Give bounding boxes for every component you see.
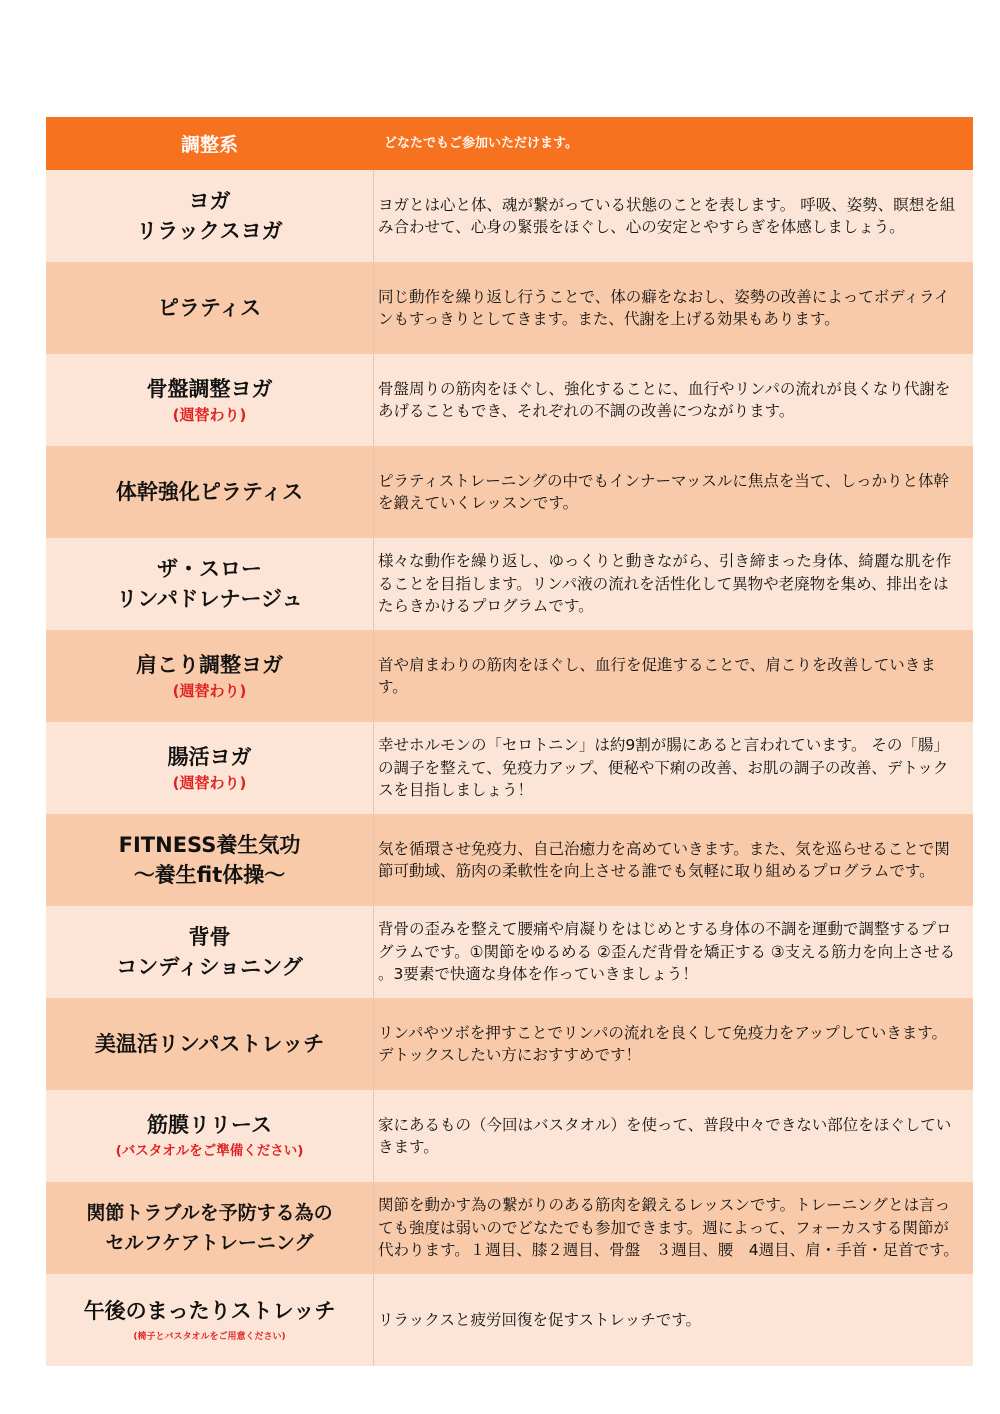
class-description-cell [374, 814, 974, 906]
class-name: 背骨 [188, 925, 231, 949]
class-name-line2: セルフケアトレーニング [105, 1232, 314, 1254]
class-name-line2: ～養生fit体操～ [133, 863, 286, 887]
class-description: 家にあるもの（今回はバスタオル）を使って、普段中々できない部位をほぐしていきます。 [378, 1115, 952, 1156]
class-name-cell [46, 262, 374, 354]
class-schedule-note: (椅子とバスタオルをご用意ください) [133, 1332, 286, 1342]
class-description-cell [374, 1274, 974, 1366]
class-name: 関節トラブルを予防する為の [86, 1202, 333, 1224]
class-description-cell [374, 1182, 974, 1274]
class-description: 骨盤周りの筋肉をほぐし、強化することに、血行やリンパの流れが良くなり代謝をあげることもでき、それぞれの不調の改善につながります。 [378, 379, 951, 420]
class-row-slow-lymph [46, 538, 973, 630]
class-row-shoulder-yoga [46, 630, 973, 722]
class-schedule-note: (週替わり) [172, 682, 247, 700]
class-description-cell [374, 446, 974, 538]
class-description-cell [374, 354, 974, 446]
class-description: 気を循環させ免疫力、自己治癒力を高めていきます。また、気を巡らせることで関節可動域、筋肉の柔軟性を向上させる誰でも気軽に取り組めるプログラムです。 [378, 839, 950, 880]
header-note-cell [374, 117, 974, 170]
class-name-cell [46, 998, 374, 1090]
class-description: 様々な動作を繰り返し、ゆっくりと動きながら、引き締まった身体、綺麗な肌を作ることを目指します。リンパ液の流れを活性化して異物や老廃物を集め、排出をはたらきかけるプログラムです。 [378, 552, 952, 616]
class-row-fascia-release [46, 1090, 973, 1182]
class-name-cell [46, 1182, 374, 1274]
class-description-cell [374, 1090, 974, 1182]
class-row-joint-care [46, 1182, 973, 1274]
class-description: リラックスと疲労回復を促すストレッチです。 [378, 1310, 702, 1329]
class-name: 肩こり調整ヨガ [136, 653, 283, 677]
class-row-gut-yoga [46, 722, 973, 814]
class-description: 同じ動作を繰り返し行うことで、体の癖をなおし、姿勢の改善によってボディラインもすっきりとしてきます。また、代謝を上げる効果もあります。 [378, 287, 950, 328]
class-table [46, 117, 973, 1366]
class-name: ピラティス [157, 296, 262, 320]
class-name-cell [46, 1274, 374, 1366]
class-name-line2: リンパドレナージュ [116, 587, 303, 611]
class-name-cell [46, 630, 374, 722]
class-name: 筋膜リリース [147, 1113, 272, 1137]
class-description-cell [374, 630, 974, 722]
class-name: 骨盤調整ヨガ [146, 377, 273, 401]
class-row-pilates [46, 262, 973, 354]
class-name-cell [46, 354, 374, 446]
class-name: 腸活ヨガ [167, 745, 252, 769]
class-name-cell [46, 538, 374, 630]
class-description-cell [374, 906, 974, 998]
class-schedule-note: (週替わり) [172, 774, 247, 792]
class-name: 美温活リンパストレッチ [94, 1032, 325, 1056]
class-description: 首や肩まわりの筋肉をほぐし、血行を促進することで、肩こりを改善していきます。 [378, 655, 936, 696]
class-name-cell [46, 446, 374, 538]
class-description-cell [374, 538, 974, 630]
class-description-cell [374, 722, 974, 814]
table-header [46, 117, 973, 170]
class-row-yoga [46, 170, 973, 262]
class-name-cell [46, 170, 374, 262]
class-name-cell [46, 906, 374, 998]
class-row-pelvis-yoga [46, 354, 973, 446]
class-description-cell [374, 262, 974, 354]
class-description-cell [374, 998, 974, 1090]
header-note: どなたでもご参加いただけます。 [384, 136, 578, 152]
class-description: リンパやツボを押すことでリンパの流れを良くして免疫力をアップしていきます。デトックスしたい方におすすめです！ [378, 1023, 948, 1064]
class-description: ヨガとは心と体、魂が繋がっている状態のことを表します。 呼吸、姿勢、瞑想を組み合わせて、心身の緊張をほぐし、心の安定とやすらぎを体感しましょう。 [378, 195, 956, 236]
class-name: FITNESS養生気功 [118, 833, 301, 857]
class-row-qigong [46, 814, 973, 906]
class-name: ザ・スロー [157, 557, 262, 581]
class-description: ピラティストレーニングの中でもインナーマッスルに焦点を当て、しっかりと体幹を鍛えていくレッスンです。 [378, 471, 950, 512]
class-name-cell [46, 722, 374, 814]
class-schedule-sheet [46, 117, 959, 1366]
class-row-afternoon-stretch [46, 1274, 973, 1366]
class-description: 幸せホルモンの「セロトニン」は約9割が腸にあると言われています。 その「腸」の調子を整えて、免疫力アップ、便秘や下痢の改善、お肌の調子の改善、デトックスを目指しましょう！ [378, 736, 949, 800]
class-name-cell [46, 1090, 374, 1182]
class-name: 午後のまったりストレッチ [83, 1299, 336, 1323]
class-description: 背骨の歪みを整えて腰痛や肩凝りをはじめとする身体の不調を運動で調整するプログラムです。①関節をゆるめる ②歪んだ背骨を矯正する ③支える筋力を向上させる 。3要素で快適な身体を作っていきましょう！ [378, 920, 956, 984]
class-description-cell [374, 170, 974, 262]
header-title: 調整系 [180, 134, 238, 156]
class-name-line2: リラックスヨガ [136, 219, 283, 243]
class-name-line2: コンディショニング [116, 955, 303, 979]
class-name: ヨガ [188, 189, 231, 213]
class-schedule-note: (週替わり) [172, 406, 247, 424]
class-row-core-pilates [46, 446, 973, 538]
class-row-spine [46, 906, 973, 998]
class-row-lymph-stretch [46, 998, 973, 1090]
class-description: 関節を動かす為の繋がりのある筋肉を鍛えるレッスンです。トレーニングとは言っても強度は弱いのでどなたでも参加できます。週によって、フォーカスする関節が代わります。１週目、膝２週目、骨盤 ３週目、腰 4週目、肩・手首・足首です。 [378, 1196, 959, 1260]
header-title-cell [46, 117, 374, 170]
class-name-cell [46, 814, 374, 906]
class-schedule-note: (バスタオルをご準備ください) [115, 1143, 304, 1159]
class-name: 体幹強化ピラティス [115, 480, 304, 504]
